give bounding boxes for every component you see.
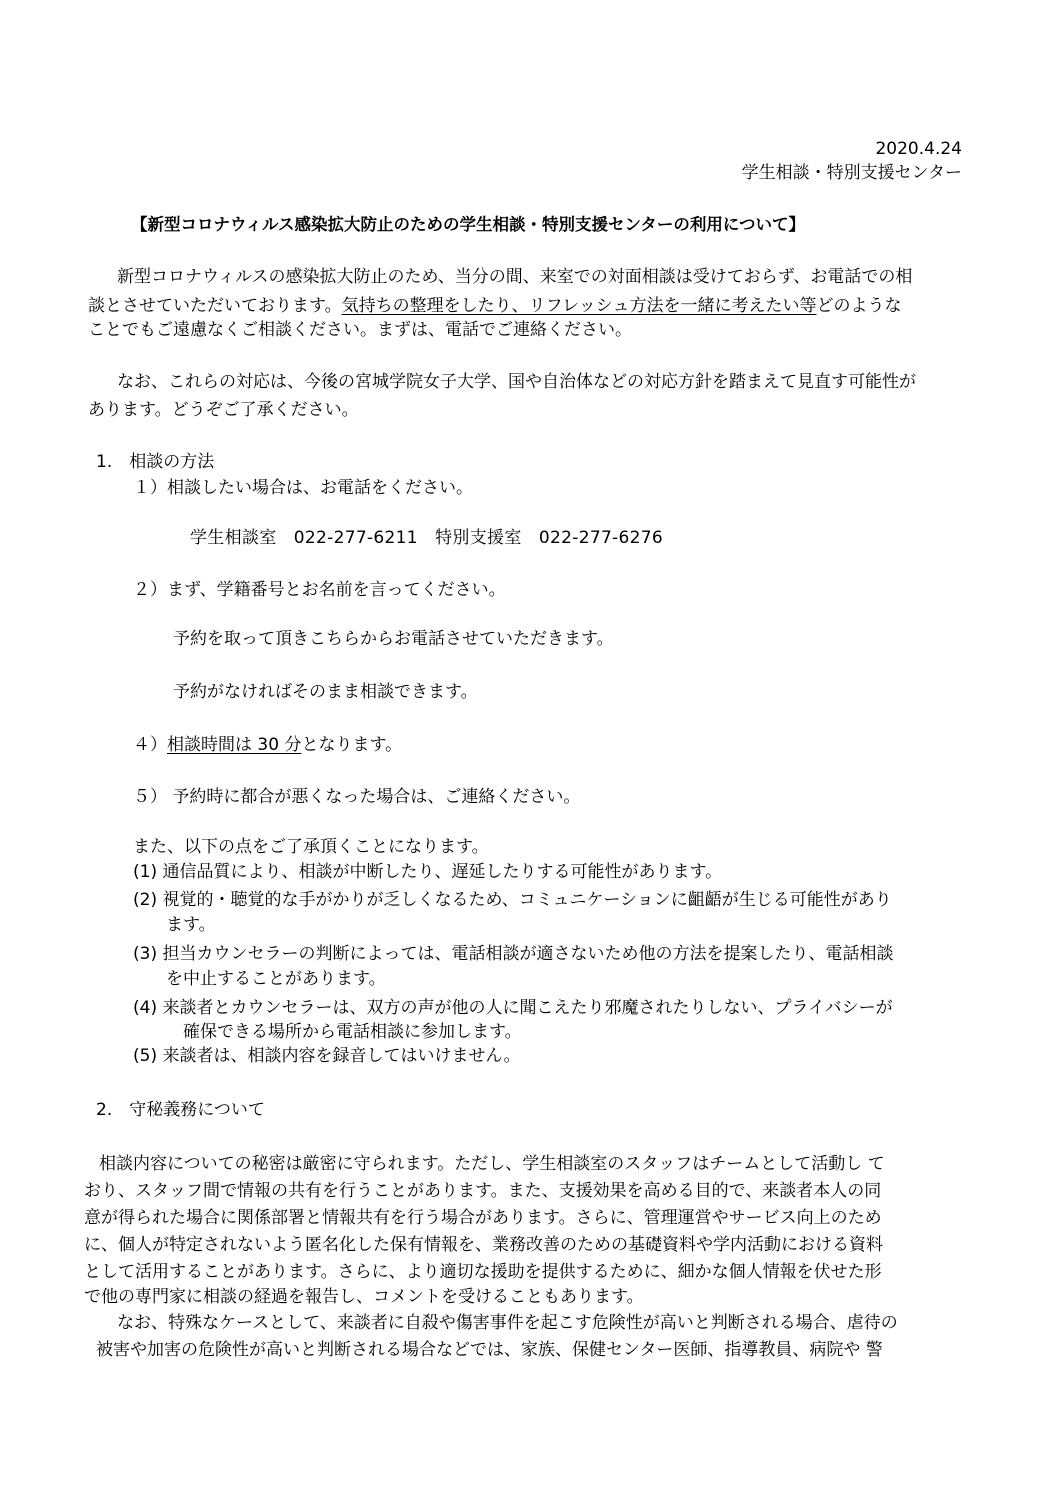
document-date: 2020.4.24 [875,139,962,159]
condition-item-1: (1) 通信品質により、相談が中断したり、遅延したりする可能性があります。 [133,862,723,882]
condition-item-2: (2) 視覚的・聴覚的な手がかりが乏しくなるため、コミュニケーションに齟齬が生じる可能性があり [133,890,892,910]
condition-item-5: (5) 来談者は、相談内容を録音してはいけません。 [133,1046,521,1066]
step-2: ２）まず、学籍番号とお名前を言ってください。 [133,580,506,600]
intro-underlined-phrase: 気持ちの整理をしたり、リフレッシュ方法を一緒に考えたい等 [341,296,817,316]
condition-item-3: (3) 担当カウンセラーの判断によっては、電話相談が適さないため他の方法を提案したり、電話相談 [133,944,894,964]
section-2-heading: 2. 守秘義務について [96,1100,265,1120]
confidentiality-line-7: なお、特殊なケースとして、来談者に自殺や傷害事件を起こす危険性が高いと判断される場合、虐待の [117,1313,898,1333]
confidentiality-line-4: に、個人が特定されないよう匿名化した保有情報を、業務改善のための基礎資料や学内活動における資料 [84,1235,883,1255]
step-4-suffix: となります。 [301,735,403,755]
notice-line-2: あります。どうぞご了承ください。 [88,400,359,420]
intro-line-2 [88,294,901,318]
intro-line-2-b: どのような [816,296,902,316]
condition-item-2-cont: ます。 [166,915,216,935]
document-title: 【新型コロナウィルス感染拡大防止のための学生相談・特別支援センターの利用について】 [131,215,806,234]
step-4 [133,733,402,757]
confidentiality-line-5: として活用することがあります。さらに、より適切な援助を提供するために、細かな個人情報を伏せた形 [84,1262,882,1282]
notice-line-1: なお、これらの対応は、今後の宮城学院女子大学、国や自治体などの対応方針を踏まえて見直す可能性が [117,372,916,392]
conditions-intro: また、以下の点をご了承頂くことになります。 [133,837,489,857]
condition-item-4-cont: 確保できる場所から電話相談に参加します。 [183,1022,522,1042]
step-1: １）相談したい場合は、お電話をください。 [133,478,473,498]
confidentiality-line-1: 相談内容についての秘密は厳密に守られます。ただし、学生相談室のスタッフはチームとして活動し て [99,1154,885,1174]
intro-line-2-a: 談とさせていただいております。 [88,296,342,316]
confidentiality-line-8: 被害や加害の危険性が高いと判断される場合などでは、家族、保健センター医師、指導教員、病院や 警 [96,1340,883,1360]
step-4-underlined: 相談時間は 30 分 [167,735,302,755]
confidentiality-line-2: おり、スタッフ間で情報の共有を行うことがあります。また、支援効果を高める目的で、来談者本人の同 [84,1181,882,1201]
step-5: ５） 予約時に都合が悪くなった場合は、ご連絡ください。 [133,787,581,807]
step-4-prefix: ４） [133,735,167,755]
phone-numbers: 学生相談室 022-277-6211 特別支援室 022-277-6276 [190,528,663,548]
condition-item-3-cont: を中止することがあります。 [166,969,386,989]
intro-line-1: 新型コロナウィルスの感染拡大防止のため、当分の間、来室での対面相談は受けておらず、お電話での相 [117,267,913,287]
confidentiality-line-6: で他の専門家に相談の経過を報告し、コメントを受けることもあります。 [84,1287,644,1307]
confidentiality-line-3: 意が得られた場合に関係部署と情報共有を行う場合があります。さらに、管理運営やサービス向上のため [84,1208,882,1228]
condition-item-4: (4) 来談者とカウンセラーは、双方の声が他の人に聞こえたり邪魔されたりしない、プライバシーが [133,998,893,1018]
step-2-note-2: 予約がなければそのまま相談できます。 [173,682,478,702]
intro-line-3: ことでもご遠慮なくご相談ください。まずは、電話でご連絡ください。 [88,320,632,340]
step-2-note-1: 予約を取って頂きこちらからお電話させていただきます。 [173,629,614,649]
section-1-heading: 1. 相談の方法 [96,452,215,472]
organization-name: 学生相談・特別支援センター [741,163,962,183]
